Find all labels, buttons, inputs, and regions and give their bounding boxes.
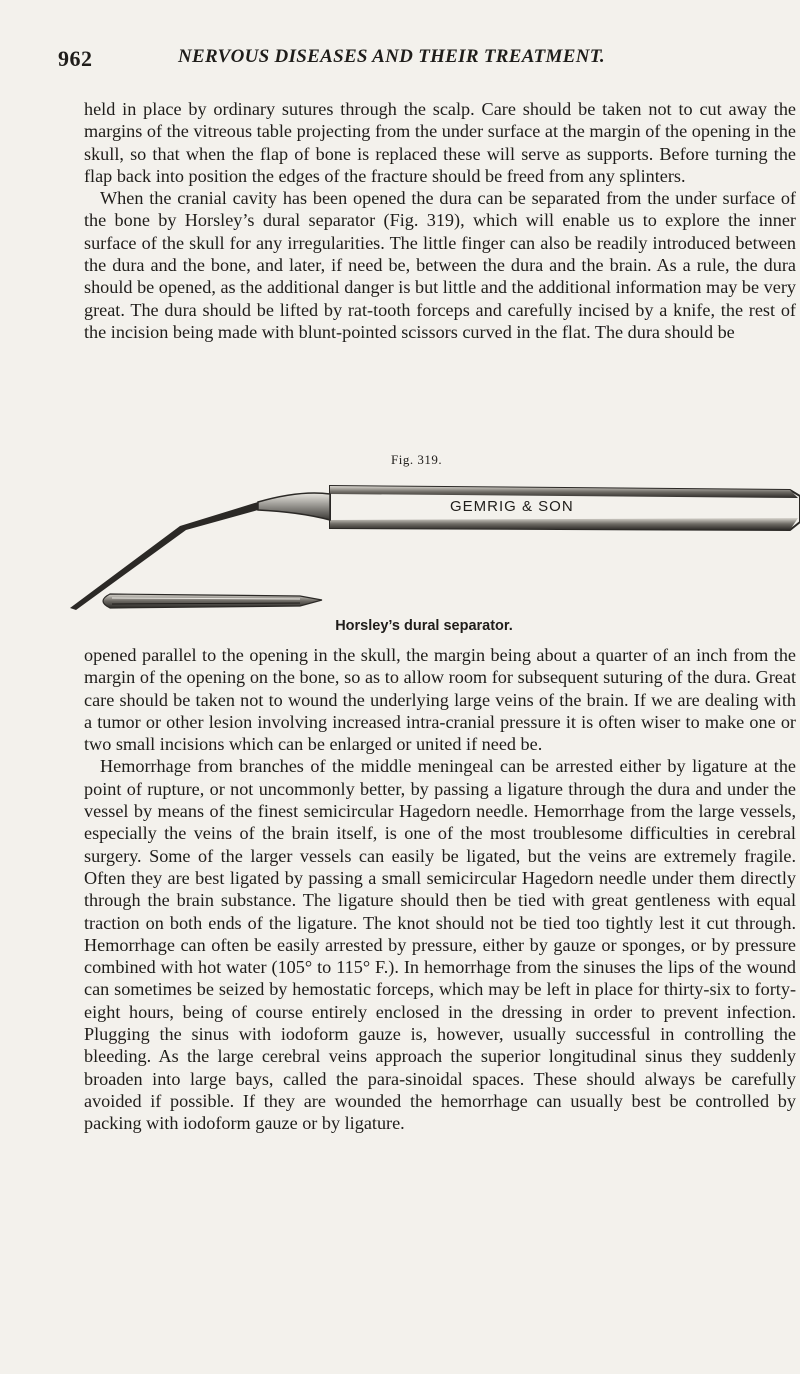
page-number: 962 — [58, 46, 93, 71]
paragraph: When the cranial cavity has been opened the dura can be separated from the under surface of the bone by Horsley’s dural separator (Fig. 319), which will enable us to explore the inner surface of the skull for any irregularities. The little finger can also be readily introduced between the dura and the bone, and later, if need be, between the dura and the brain. As a rule, the dura should be opened, as the additional danger is but little and the additional information may be very great. The dura should be lifted by rat-tooth forceps and carefully incised by a knife, the rest of the incision being made with blunt-pointed scissors curved in the flat. The dura should be — [84, 188, 796, 342]
maker-mark: GEMRIG & SON — [450, 498, 574, 515]
running-head: NERVOUS DISEASES AND THEIR TREATMENT. — [178, 46, 605, 67]
paragraph: Hemorrhage from branches of the middle meningeal can be arrested either by ligature at the point of rupture, or not uncommonly better, by passing a ligature through the dura and under the vessel by means of the finest semicircular Hagedorn needle. Hemorrhage from the large vessels, especially the veins of the brain itself, is one of the most troublesome difficulties in cerebral surgery. Some of the larger vessels can easily be ligated, but the veins are extremely fragile. Often they are best ligated by passing a small semicircular Hagedorn needle under them directly through the brain substance. The ligature should then be tied with great gentleness with equal traction on both ends of the ligature. The knot should not be tied too tightly lest it cut through. Hemorrhage can often be easily arrested by pressure, either by gauze or sponges, or by pressure combined with hot water (105° to 115° F.). In hemorrhage from the sinuses the lips of the wound can sometimes be seized by hemostatic forceps, which may be left in place for thirty-six to forty-eight hours, being of course entirely enclosed in the dressing in order to prevent infection. Plugging the sinus with iodoform gauze is, however, usually successful in controlling the bleeding. As the large cerebral veins approach the superior longitudinal sinus they suddenly broaden into large bays, called the para-sinoidal spaces. These should always be carefully avoided if possible. If they are wounded the hemorrhage can usually best be controlled by packing with iodoform gauze or by ligature. — [84, 756, 796, 1134]
text-block-top — [84, 98, 796, 343]
figure-319 — [0, 452, 800, 642]
dural-separator-instrument-icon — [0, 468, 800, 618]
text-block-bottom — [84, 644, 796, 1135]
page-header — [58, 46, 758, 76]
figure-caption: Horsley’s dural separator. — [335, 618, 513, 634]
paragraph: held in place by ordinary sutures through the scalp. Care should be taken not to cut away the margins of the vitreous table projecting from the under surface at the margin of the opening in the skull, so that when the flap of bone is replaced these will serve as supports. Before turning the flap back into position the edges of the fracture should be freed from any splinters. — [84, 99, 796, 186]
figure-label: Fig. 319. — [391, 452, 443, 467]
paragraph: opened parallel to the opening in the skull, the margin being about a quarter of an inch from the margin of the opening on the bone, so as to allow room for subsequent suturing of the dura. Great care should be taken not to wound the underlying large veins of the brain. If we are dealing with a tumor or other lesion involving increased intra-cranial pressure it is often wiser to make one or two small incisions which can be enlarged or united if need be. — [84, 645, 796, 755]
